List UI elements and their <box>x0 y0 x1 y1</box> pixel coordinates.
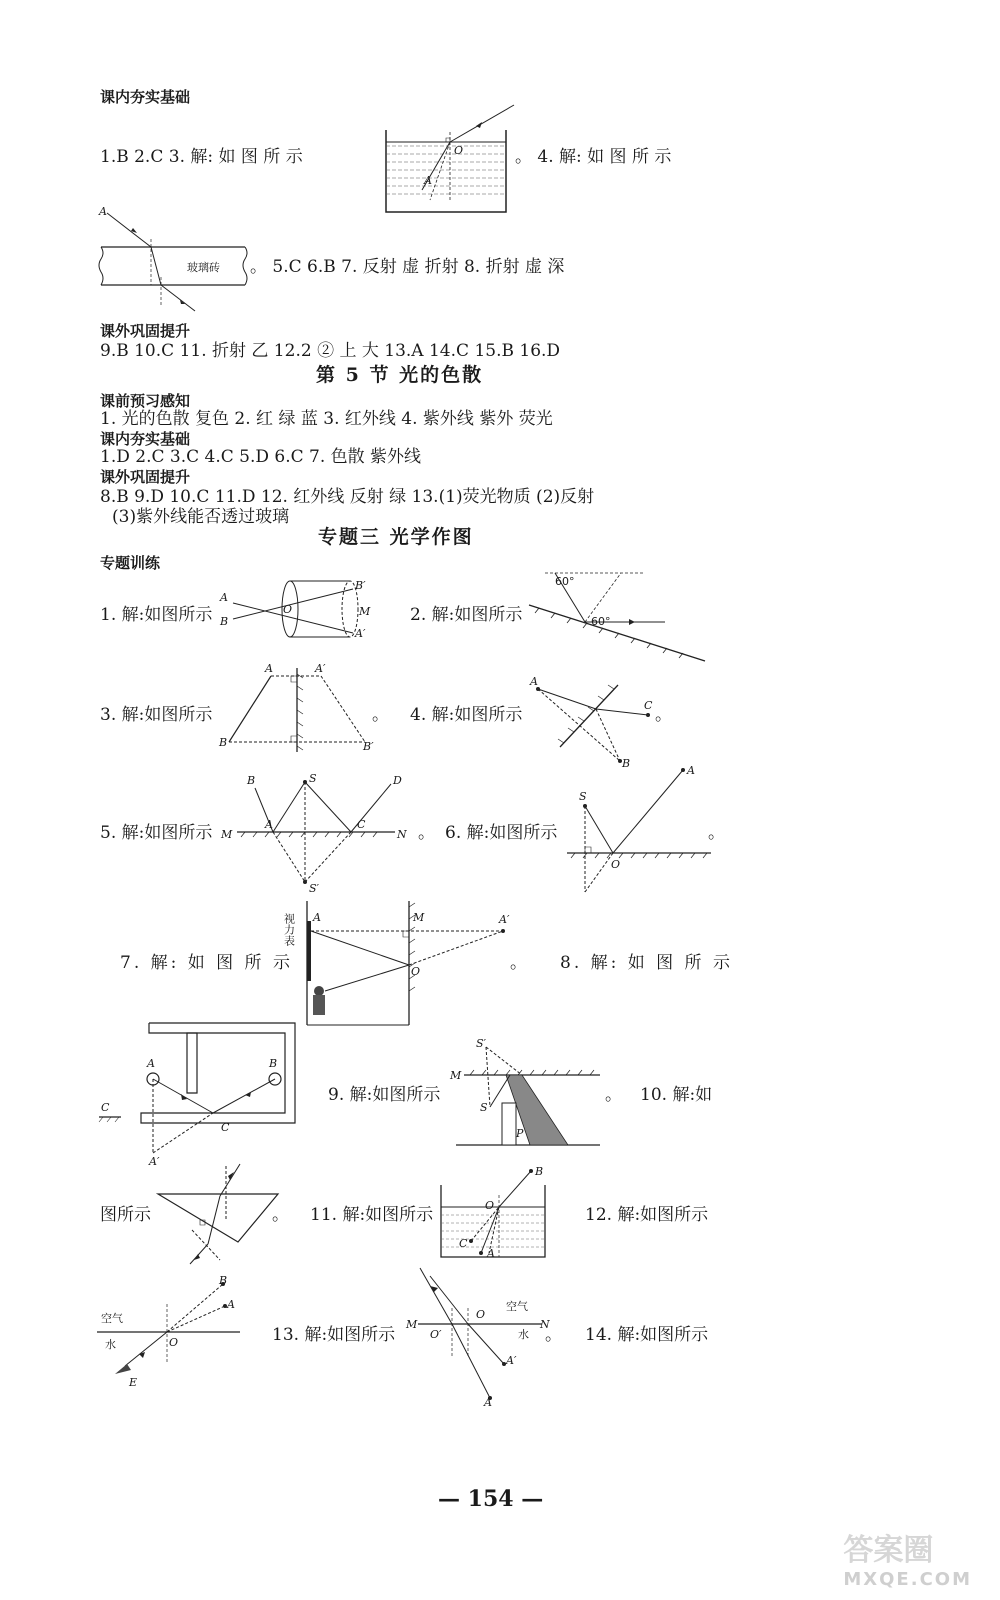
svg-text:N: N <box>397 828 407 841</box>
answer-z8: 8. 解: 如 图 所 示 <box>560 953 733 973</box>
figure-glass-brick <box>95 205 255 315</box>
svg-text:O: O <box>485 1199 495 1212</box>
label-eye-chart: 视力表 <box>282 913 296 946</box>
svg-text:M: M <box>221 828 233 841</box>
svg-text:B: B <box>622 757 631 770</box>
dot-a: 。 <box>372 705 389 725</box>
svg-text:A′: A′ <box>315 662 326 675</box>
svg-text:B: B <box>247 774 256 787</box>
heading-pre-study: 课前预习感知 <box>100 392 191 410</box>
answer-z5: 5. 解:如图所示 <box>100 823 213 843</box>
svg-text:A: A <box>530 675 538 688</box>
answer-z11: 11. 解:如图所示 <box>310 1205 434 1225</box>
svg-text:N: N <box>540 1318 550 1331</box>
svg-text:M: M <box>406 1318 418 1331</box>
answer-z12: 12. 解:如图所示 <box>585 1205 709 1225</box>
label-air-14: 空气 <box>506 1300 528 1313</box>
figure-plane-mirror-AB <box>215 660 380 760</box>
svg-text:A: A <box>99 205 107 218</box>
svg-text:A: A <box>265 662 273 675</box>
svg-text:C: C <box>357 818 366 831</box>
svg-text:B: B <box>220 615 229 628</box>
svg-text:M: M <box>413 911 425 924</box>
svg-text:A: A <box>220 591 228 604</box>
svg-text:A′: A′ <box>149 1155 160 1168</box>
answer-z13: 13. 解:如图所示 <box>272 1325 396 1345</box>
dot-e: 。 <box>510 953 527 973</box>
svg-text:C: C <box>221 1121 230 1134</box>
svg-text:D: D <box>393 774 402 787</box>
answer-line-3: 9.B 10.C 11. 折射 乙 12.2 ② 上 大 13.A 14.C 15.B 16.D <box>100 341 561 361</box>
svg-text:B: B <box>219 1274 228 1287</box>
figure-prism <box>150 1160 290 1270</box>
heading-zt-training: 专题训练 <box>100 554 161 572</box>
svg-text:O: O <box>169 1336 179 1349</box>
svg-text:A: A <box>484 1396 492 1409</box>
svg-text:A′: A′ <box>355 627 366 640</box>
answer-z2: 2. 解:如图所示 <box>410 605 523 625</box>
figure-mirror-MN-S <box>215 770 415 895</box>
svg-text:S′: S′ <box>476 1037 487 1050</box>
answer-line-1a: 1.B 2.C 3. 解: 如 图 所 示 <box>100 147 303 167</box>
figure-mirror-60deg <box>525 565 705 665</box>
dot-c: 。 <box>418 823 435 843</box>
svg-text:A: A <box>265 818 273 831</box>
label-60-top: 60° <box>555 575 575 588</box>
figure-mirror-AC <box>530 665 670 775</box>
figure-refraction-MN <box>400 1258 555 1408</box>
answer-z9: 9. 解:如图所示 <box>328 1085 441 1105</box>
answer-z1: 1. 解:如图所示 <box>100 605 213 625</box>
svg-text:S: S <box>309 772 317 785</box>
figure-pinhole-camera <box>215 575 385 645</box>
heading-ketnei-2: 课内夯实基础 <box>100 430 191 448</box>
answer-z6: 6. 解:如图所示 <box>445 823 558 843</box>
figure-beaker-OBC <box>435 1165 550 1260</box>
dot-g: 。 <box>272 1205 289 1225</box>
svg-text:E: E <box>129 1376 138 1389</box>
heading-kewai-2: 课外巩固提升 <box>100 468 191 486</box>
svg-text:C: C <box>644 699 653 712</box>
svg-text:B: B <box>269 1057 278 1070</box>
figure-mirror-S-A <box>565 760 725 885</box>
svg-text:S′: S′ <box>309 882 320 895</box>
svg-text:A: A <box>687 764 695 777</box>
figure-beaker-refraction <box>380 100 520 215</box>
dot-h: 。 <box>545 1325 562 1345</box>
dot-d: 。 <box>708 823 725 843</box>
label-air-13: 空气 <box>101 1312 123 1325</box>
figure-mirror-shadow <box>450 1035 605 1150</box>
page-number: — 154 — <box>438 1486 544 1512</box>
svg-text:C: C <box>101 1101 110 1114</box>
svg-text:A′: A′ <box>499 913 510 926</box>
svg-text:A: A <box>227 1298 235 1311</box>
answer-line-5: 1.D 2.C 3.C 4.C 5.D 6.C 7. 色散 紫外线 <box>100 447 422 467</box>
label-glass-brick: 玻璃砖 <box>187 261 220 274</box>
answer-z7: 7. 解: 如 图 所 示 <box>120 953 293 973</box>
heading-ketnei-1: 课内夯实基础 <box>100 88 191 106</box>
label-60-bottom: 60° <box>591 615 611 628</box>
watermark-logo: 答案圈 MXQE.COM <box>843 1533 972 1590</box>
svg-text:P: P <box>516 1127 524 1140</box>
svg-text:O′: O′ <box>430 1328 442 1341</box>
svg-text:B′: B′ <box>363 740 374 753</box>
answer-z14: 14. 解:如图所示 <box>585 1325 709 1345</box>
answer-z10a: 10. 解:如 <box>640 1085 713 1105</box>
figure-eye-chart <box>282 895 520 1030</box>
svg-text:A: A <box>487 1247 495 1260</box>
svg-text:O: O <box>411 965 421 978</box>
figure-periscope <box>95 1015 300 1170</box>
answer-line-6: 8.B 9.D 10.C 11.D 12. 红外线 反射 绿 13.(1)荧光物质 (2)反射 <box>100 487 595 507</box>
answer-line-4: 1. 光的色散 复色 2. 红 绿 蓝 3. 红外线 4. 紫外线 紫外 荧光 <box>100 409 553 429</box>
svg-text:O: O <box>476 1308 486 1321</box>
answer-z4: 4. 解:如图所示 <box>410 705 523 725</box>
answer-line-1b: 。 4. 解: 如 图 所 示 <box>515 147 672 167</box>
answer-z3: 3. 解:如图所示 <box>100 705 213 725</box>
svg-text:B′: B′ <box>355 579 366 592</box>
svg-text:A: A <box>147 1057 155 1070</box>
section-title-5: 第 5 节 光的色散 <box>316 364 484 386</box>
dot-b: 。 <box>655 705 672 725</box>
svg-text:S: S <box>480 1101 488 1114</box>
svg-text:A: A <box>424 174 432 187</box>
label-water-13: 水 <box>105 1338 116 1351</box>
svg-text:B: B <box>219 736 228 749</box>
label-water-14: 水 <box>518 1328 529 1341</box>
svg-text:B: B <box>535 1165 544 1178</box>
svg-text:M: M <box>450 1069 462 1082</box>
svg-text:C: C <box>459 1237 468 1250</box>
figure-air-water <box>95 1270 245 1390</box>
svg-text:O: O <box>611 858 621 871</box>
section-title-zt3: 专题三 光学作图 <box>318 526 474 548</box>
answer-line-2: 。 5.C 6.B 7. 反射 虚 折射 8. 折射 虚 深 <box>250 257 565 277</box>
svg-text:S: S <box>579 790 587 803</box>
svg-text:A: A <box>313 911 321 924</box>
answer-z10b: 图所示 <box>100 1205 151 1225</box>
dot-f: 。 <box>605 1085 622 1105</box>
svg-text:M: M <box>359 605 371 618</box>
svg-text:O: O <box>283 603 293 616</box>
answer-line-7: (3)紫外线能否透过玻璃 <box>112 507 290 527</box>
svg-text:A′: A′ <box>506 1354 517 1367</box>
heading-kewai-1: 课外巩固提升 <box>100 322 191 340</box>
svg-text:O: O <box>454 144 464 157</box>
